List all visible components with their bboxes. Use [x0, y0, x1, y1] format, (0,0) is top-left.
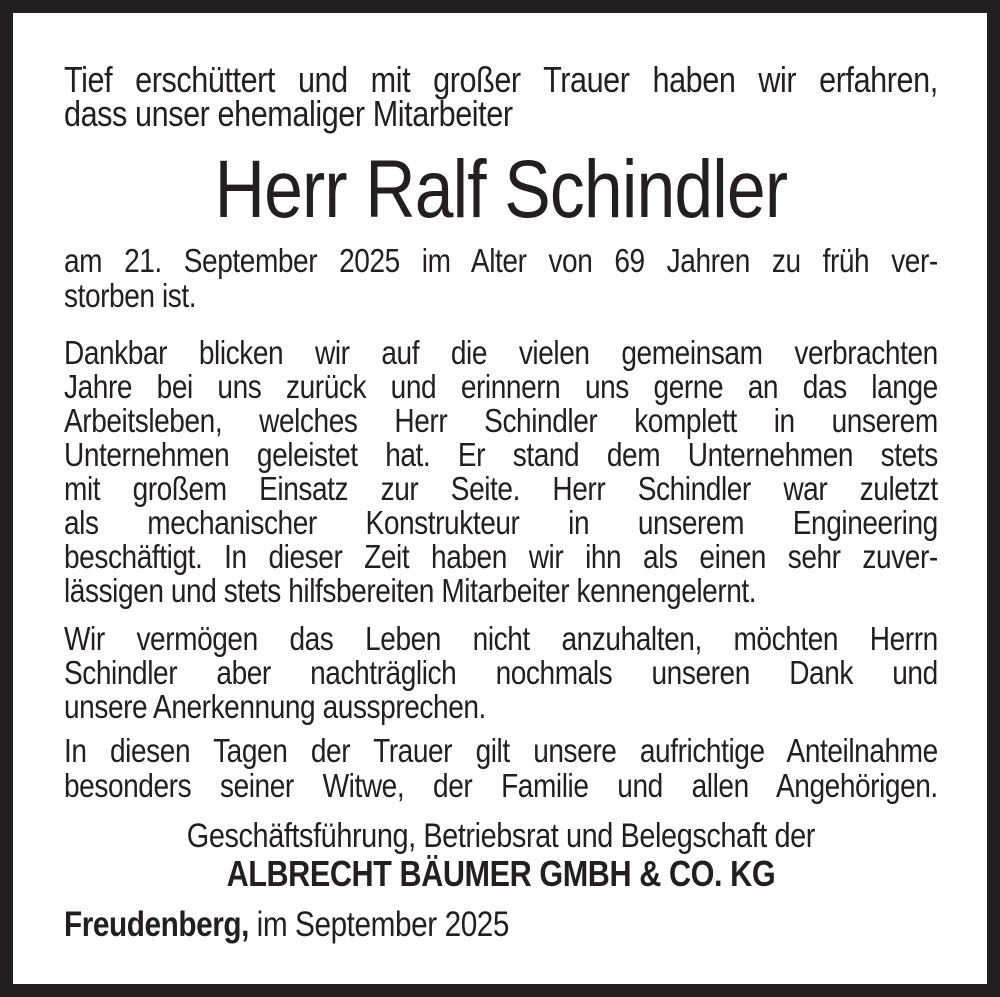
condolence-paragraph	[64, 733, 938, 803]
text-line: Arbeitsleben, welches Herr Schindler komplett in unserem	[64, 402, 938, 439]
text-line: Unternehmen geleistet hat. Er stand dem Unternehmen stets	[64, 436, 938, 473]
deceased-name: Herr Ralf Schindler	[214, 144, 788, 235]
text-line: beschäftigt. In dieser Zeit haben wir ihn als einen sehr zuver-	[64, 538, 938, 575]
text-line: am 21. September 2025 im Alter von 69 Jahren zu früh ver-	[64, 242, 938, 279]
company-name: ALBRECHT BÄUMER GMBH & CO. KG	[226, 853, 776, 894]
text-line: Tief erschüttert und mit großer Trauer haben wir erfahren,	[64, 59, 938, 100]
text-line: storben ist.	[64, 277, 197, 314]
text-line: Dankbar blicken wir auf die vielen gemeinsam verbrachten	[64, 334, 938, 371]
intro-paragraph	[64, 59, 938, 134]
tribute-paragraph	[64, 336, 938, 608]
text-line: Jahre bei uns zurück und erinnern uns gerne an das lange	[64, 368, 938, 405]
dateline	[64, 907, 938, 943]
text-line: besonders seiner Witwe, der Familie und allen Angehörigen.	[64, 767, 938, 804]
text-line: In diesen Tagen der Trauer gilt unsere aufrichtige Anteilnahme	[64, 732, 938, 769]
text-line: unsere Anerkennung aussprechen.	[64, 688, 486, 725]
text-line: mit großem Einsatz zur Seite. Herr Schindler war zuletzt	[64, 470, 938, 507]
gratitude-paragraph	[64, 622, 938, 724]
text-line: als mechanischer Konstrukteur in unserem Engineering	[64, 504, 938, 541]
dateline-city: Freudenberg,	[64, 905, 249, 944]
text-line: Schindler aber nachträglich nochmals unseren Dank und	[64, 654, 938, 691]
signature-line: Geschäftsführung, Betriebsrat und Belegschaft der	[186, 817, 816, 855]
dateline-date: im September 2025	[256, 905, 510, 944]
text-line: dass unser ehemaliger Mitarbeiter	[64, 93, 513, 134]
text-line: Wir vermögen das Leben nicht anzuhalten, möchten Herrn	[64, 620, 938, 657]
notice-content	[64, 59, 938, 944]
death-date-paragraph	[64, 243, 938, 313]
text-line: lässigen und stets hilfsbereiten Mitarbeiter kennengelernt.	[64, 572, 757, 609]
